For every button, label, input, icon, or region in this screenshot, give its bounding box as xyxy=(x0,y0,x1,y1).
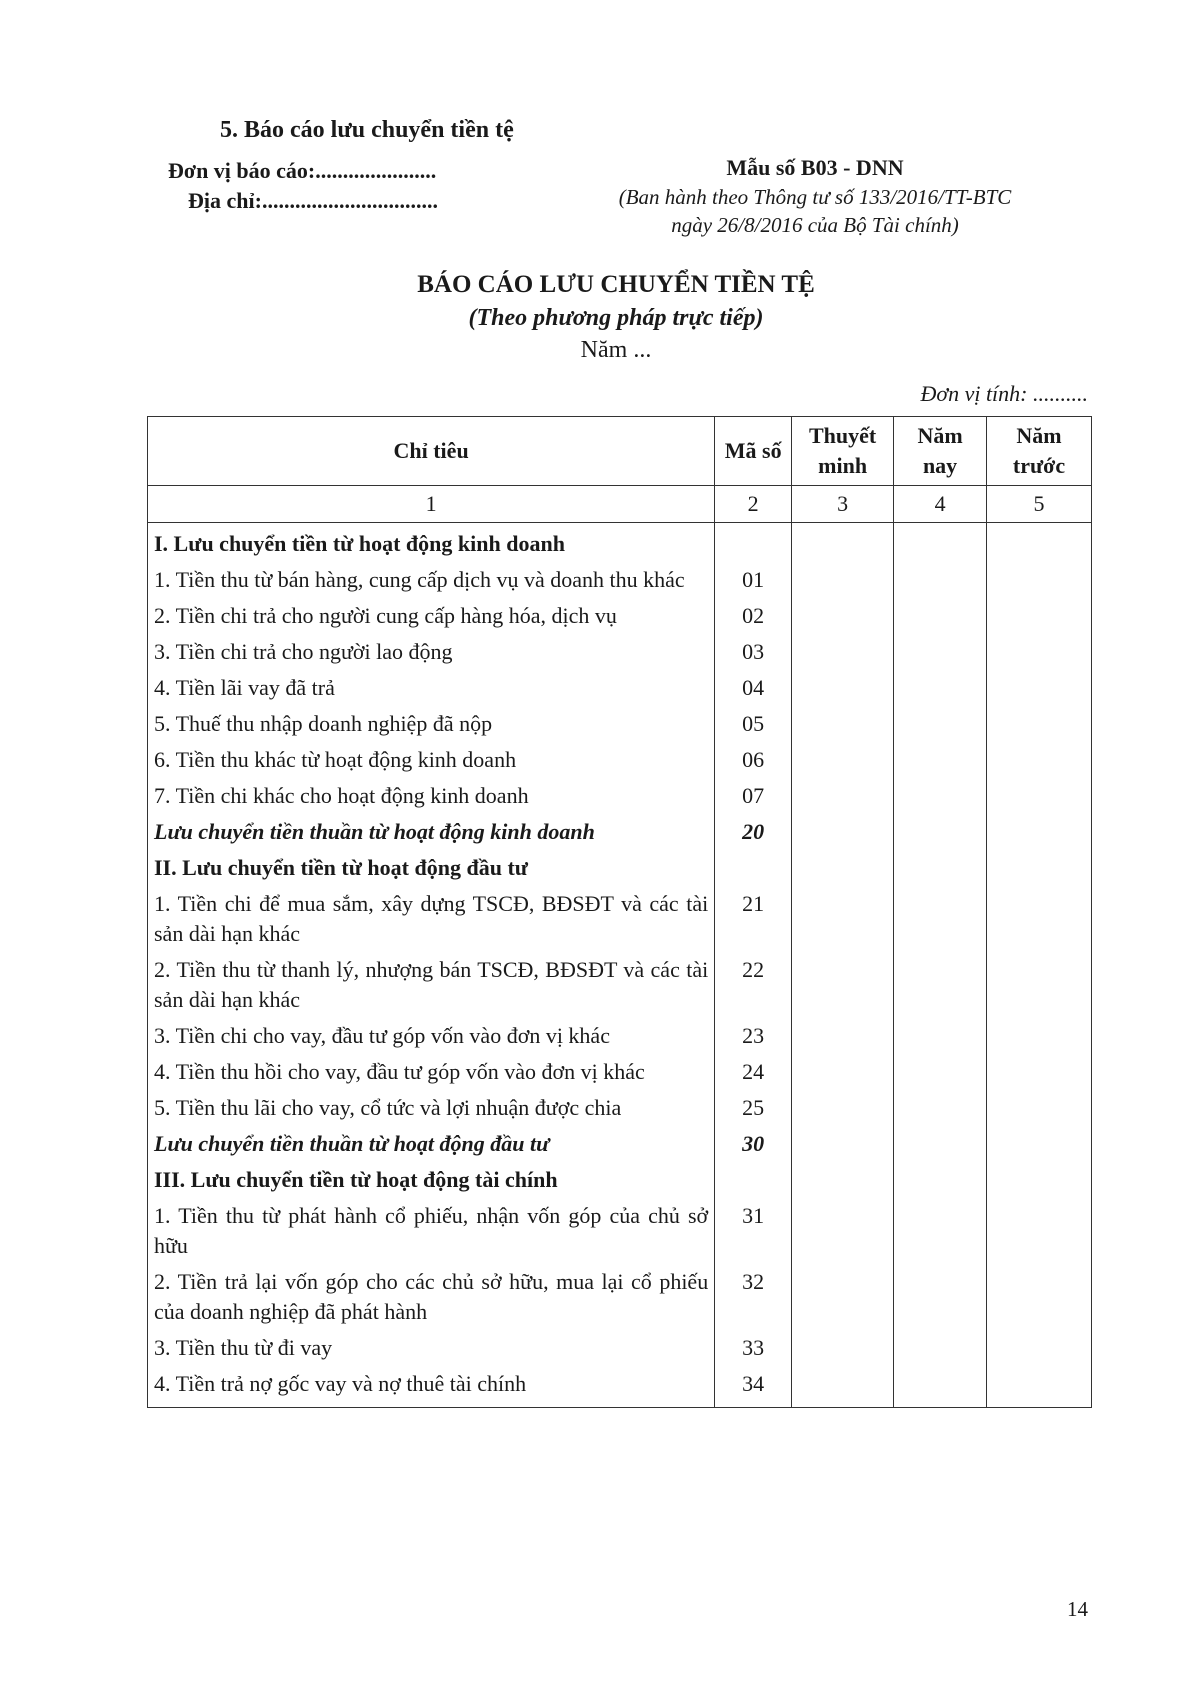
previous-year-cell xyxy=(987,1054,1092,1090)
indicator-cell: 4. Tiền trả nợ gốc vay và nợ thuê tài chính xyxy=(148,1366,715,1408)
table-row xyxy=(148,952,1092,1018)
column-number: 5 xyxy=(987,486,1092,523)
previous-year-cell xyxy=(987,1162,1092,1198)
note-cell xyxy=(792,1162,894,1198)
form-issue-note xyxy=(560,183,1070,239)
table-row xyxy=(148,1126,1092,1162)
code-cell: 22 xyxy=(715,952,792,1018)
code-cell: 33 xyxy=(715,1330,792,1366)
code-cell: 04 xyxy=(715,670,792,706)
note-cell xyxy=(792,1126,894,1162)
previous-year-cell xyxy=(987,670,1092,706)
note-cell xyxy=(792,1054,894,1090)
code-cell: 34 xyxy=(715,1366,792,1408)
indicator-cell: 2. Tiền trả lại vốn góp cho các chủ sở hữu, mua lại cổ phiếu của doanh nghiệp đã phát hành xyxy=(148,1264,715,1330)
table-row xyxy=(148,523,1092,563)
table-row xyxy=(148,562,1092,598)
previous-year-cell xyxy=(987,1018,1092,1054)
code-cell: 24 xyxy=(715,1054,792,1090)
this-year-cell xyxy=(894,1090,987,1126)
previous-year-cell xyxy=(987,634,1092,670)
header-code: Mã số xyxy=(715,417,792,486)
indicator-cell: III. Lưu chuyển tiền từ hoạt động tài chính xyxy=(148,1162,715,1198)
table-row xyxy=(148,742,1092,778)
code-cell xyxy=(715,850,792,886)
note-cell xyxy=(792,814,894,850)
note-cell xyxy=(792,742,894,778)
indicator-cell: 1. Tiền thu từ bán hàng, cung cấp dịch vụ và doanh thu khác xyxy=(148,562,715,598)
header-this-year: Năm nay xyxy=(894,417,987,486)
previous-year-cell xyxy=(987,886,1092,952)
indicator-cell: 3. Tiền thu từ đi vay xyxy=(148,1330,715,1366)
column-number: 2 xyxy=(715,486,792,523)
table-row xyxy=(148,706,1092,742)
column-number: 3 xyxy=(792,486,894,523)
note-cell xyxy=(792,1198,894,1264)
form-issue-line-1: (Ban hành theo Thông tư số 133/2016/TT-BTC xyxy=(618,185,1012,209)
column-number-row xyxy=(148,486,1092,523)
code-cell: 02 xyxy=(715,598,792,634)
note-cell xyxy=(792,1330,894,1366)
note-cell xyxy=(792,778,894,814)
table-row xyxy=(148,1366,1092,1408)
report-method: (Theo phương pháp trực tiếp) xyxy=(468,305,764,331)
previous-year-cell xyxy=(987,1366,1092,1408)
previous-year-cell xyxy=(987,706,1092,742)
code-cell xyxy=(715,523,792,563)
reporting-unit-label: Đơn vị báo cáo:...................... xyxy=(168,158,437,183)
this-year-cell xyxy=(894,1366,987,1408)
this-year-cell xyxy=(894,1162,987,1198)
previous-year-cell xyxy=(987,1330,1092,1366)
table-row xyxy=(148,634,1092,670)
this-year-cell xyxy=(894,1018,987,1054)
indicator-cell: 2. Tiền thu từ thanh lý, nhượng bán TSCĐ, BĐSĐT và các tài sản dài hạn khác xyxy=(148,952,715,1018)
previous-year-cell xyxy=(987,1090,1092,1126)
indicator-cell: 7. Tiền chi khác cho hoạt động kinh doanh xyxy=(148,778,715,814)
indicator-cell: 3. Tiền chi trả cho người lao động xyxy=(148,634,715,670)
page-number: 14 xyxy=(1067,1597,1088,1621)
table-row xyxy=(148,1090,1092,1126)
this-year-cell xyxy=(894,670,987,706)
header-indicator: Chỉ tiêu xyxy=(148,417,715,486)
table-header-row xyxy=(148,417,1092,486)
table-row xyxy=(148,1264,1092,1330)
this-year-cell xyxy=(894,778,987,814)
code-cell: 01 xyxy=(715,562,792,598)
code-cell: 32 xyxy=(715,1264,792,1330)
note-cell xyxy=(792,670,894,706)
this-year-cell xyxy=(894,706,987,742)
table-row xyxy=(148,814,1092,850)
note-cell xyxy=(792,598,894,634)
indicator-cell: II. Lưu chuyển tiền từ hoạt động đầu tư xyxy=(148,850,715,886)
this-year-cell xyxy=(894,814,987,850)
column-number: 1 xyxy=(148,486,715,523)
note-cell xyxy=(792,634,894,670)
previous-year-cell xyxy=(987,742,1092,778)
form-code: Mẫu số B03 - DNN xyxy=(726,155,904,180)
table-row xyxy=(148,1162,1092,1198)
code-cell: 23 xyxy=(715,1018,792,1054)
indicator-cell: 1. Tiền thu từ phát hành cổ phiếu, nhận vốn góp của chủ sở hữu xyxy=(148,1198,715,1264)
note-cell xyxy=(792,1090,894,1126)
code-cell: 25 xyxy=(715,1090,792,1126)
previous-year-cell xyxy=(987,598,1092,634)
code-cell: 03 xyxy=(715,634,792,670)
code-cell: 06 xyxy=(715,742,792,778)
previous-year-cell xyxy=(987,1264,1092,1330)
indicator-cell: 3. Tiền chi cho vay, đầu tư góp vốn vào đơn vị khác xyxy=(148,1018,715,1054)
cash-flow-table xyxy=(147,416,1092,1408)
this-year-cell xyxy=(894,634,987,670)
code-cell: 21 xyxy=(715,886,792,952)
table-row xyxy=(148,1054,1092,1090)
this-year-cell xyxy=(894,1264,987,1330)
previous-year-cell xyxy=(987,952,1092,1018)
code-cell: 20 xyxy=(715,814,792,850)
indicator-cell: 4. Tiền lãi vay đã trả xyxy=(148,670,715,706)
indicator-cell: Lưu chuyển tiền thuần từ hoạt động đầu tư xyxy=(148,1126,715,1162)
table-row xyxy=(148,598,1092,634)
section-title: 5. Báo cáo lưu chuyển tiền tệ xyxy=(220,117,514,143)
table-row xyxy=(148,1018,1092,1054)
report-year: Năm ... xyxy=(580,337,652,363)
previous-year-cell xyxy=(987,523,1092,563)
code-cell: 31 xyxy=(715,1198,792,1264)
note-cell xyxy=(792,1264,894,1330)
code-cell xyxy=(715,1162,792,1198)
header-previous-year: Năm trước xyxy=(987,417,1092,486)
previous-year-cell xyxy=(987,778,1092,814)
this-year-cell xyxy=(894,1126,987,1162)
indicator-cell: 4. Tiền thu hồi cho vay, đầu tư góp vốn vào đơn vị khác xyxy=(148,1054,715,1090)
this-year-cell xyxy=(894,1330,987,1366)
indicator-cell: 6. Tiền thu khác từ hoạt động kinh doanh xyxy=(148,742,715,778)
indicator-cell: 1. Tiền chi để mua sắm, xây dựng TSCĐ, BĐSĐT và các tài sản dài hạn khác xyxy=(148,886,715,952)
report-title: BÁO CÁO LƯU CHUYỂN TIỀN TỆ xyxy=(417,271,815,298)
currency-unit: Đơn vị tính: .......... xyxy=(920,381,1088,406)
code-cell: 07 xyxy=(715,778,792,814)
previous-year-cell xyxy=(987,1198,1092,1264)
table-row xyxy=(148,886,1092,952)
table-row xyxy=(148,1198,1092,1264)
this-year-cell xyxy=(894,562,987,598)
this-year-cell xyxy=(894,523,987,563)
table-row xyxy=(148,778,1092,814)
address-label: Địa chỉ:................................ xyxy=(188,188,438,213)
indicator-cell: 5. Thuế thu nhập doanh nghiệp đã nộp xyxy=(148,706,715,742)
this-year-cell xyxy=(894,1054,987,1090)
note-cell xyxy=(792,523,894,563)
note-cell xyxy=(792,1018,894,1054)
previous-year-cell xyxy=(987,850,1092,886)
this-year-cell xyxy=(894,952,987,1018)
this-year-cell xyxy=(894,598,987,634)
note-cell xyxy=(792,562,894,598)
previous-year-cell xyxy=(987,1126,1092,1162)
indicator-cell: Lưu chuyển tiền thuần từ hoạt động kinh doanh xyxy=(148,814,715,850)
this-year-cell xyxy=(894,850,987,886)
header-note: Thuyết minh xyxy=(792,417,894,486)
note-cell xyxy=(792,850,894,886)
this-year-cell xyxy=(894,742,987,778)
note-cell xyxy=(792,1366,894,1408)
form-issue-line-2: ngày 26/8/2016 của Bộ Tài chính) xyxy=(671,213,959,237)
table-row xyxy=(148,670,1092,706)
this-year-cell xyxy=(894,886,987,952)
note-cell xyxy=(792,706,894,742)
note-cell xyxy=(792,886,894,952)
this-year-cell xyxy=(894,1198,987,1264)
note-cell xyxy=(792,952,894,1018)
column-number: 4 xyxy=(894,486,987,523)
indicator-cell: 5. Tiền thu lãi cho vay, cổ tức và lợi nhuận được chia xyxy=(148,1090,715,1126)
table-row xyxy=(148,850,1092,886)
table-row xyxy=(148,1330,1092,1366)
indicator-cell: 2. Tiền chi trả cho người cung cấp hàng hóa, dịch vụ xyxy=(148,598,715,634)
previous-year-cell xyxy=(987,562,1092,598)
code-cell: 05 xyxy=(715,706,792,742)
code-cell: 30 xyxy=(715,1126,792,1162)
previous-year-cell xyxy=(987,814,1092,850)
indicator-cell: I. Lưu chuyển tiền từ hoạt động kinh doanh xyxy=(148,523,715,563)
